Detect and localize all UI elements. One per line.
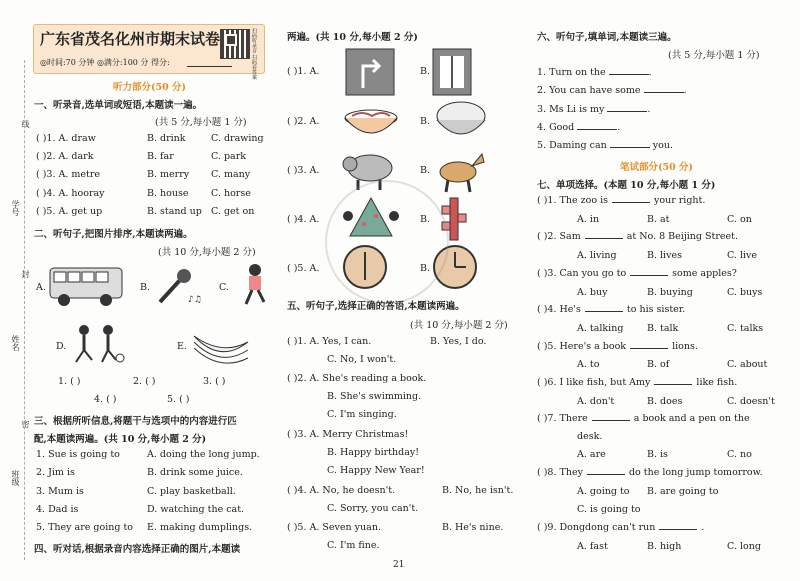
binding-label-feng: 封 [21,270,30,278]
watermark-seal [325,180,449,304]
bananas-picture-icon [190,328,252,364]
s3-q3: 3. Mum is [36,486,84,497]
s3-title: 三、根据所听信息,将题干与选项中的内容进行匹 [34,416,237,427]
s7-q3-option-c: C. buys [727,287,763,298]
s4-q1: ( )1. A. [287,66,320,77]
s7-q4 [537,304,685,315]
s6-q2-text: 2. You can have some [537,85,641,96]
s6-q4-blank[interactable] [577,129,617,130]
s7-q2-option-b: B. lives [647,250,682,261]
s7-q5-option-c: C. about [727,359,768,370]
qr-caption: 扫码听录音 扫码看答案 [251,28,257,80]
s7-q5-option-b: B. of [647,359,670,370]
s7-q8-option-c: C. is going to [577,504,641,515]
binding-label-xingming: 姓名 [11,335,20,351]
s5-q2-c: C. I'm singing. [327,409,397,420]
s7-q1-option-a: A. in [577,214,600,225]
s5-q3: ( )3. A. Merry Christmas! [287,429,409,440]
s7-q7-blank[interactable] [592,420,630,421]
s4-q3: ( )3. A. [287,165,320,176]
s4-title: 四、听对话,根据录音内容选择正确的图片,本题读 [34,544,241,555]
s7-q7-tail: a book and a pen on the [633,413,750,424]
s7-q8-option-b: B. are going to [647,486,719,497]
s2-blank-5: 5. ( ) [167,394,190,405]
s1-q2-c: C. park [211,151,247,162]
s3-q5: 5. They are going to [36,522,133,533]
s7-q2-option-a: A. living [577,250,617,261]
s7-q8 [537,467,763,478]
s2-blank-1: 1. ( ) [58,376,81,387]
s5-q2: ( )2. A. She's reading a book. [287,373,427,384]
s7-q6-option-c: C. doesn't [727,396,775,407]
s5-q1-c: C. No, I won't. [327,354,397,365]
s7-q5 [537,341,698,352]
binding-label-xian: 线 [21,120,30,128]
s7-q6 [537,377,737,388]
writing-section-title: 笔试部分(50 分) [620,162,694,173]
page-number: 21 [393,560,405,570]
football-players-picture-icon [68,322,126,364]
s7-q3-text: ( )3. Can you go to [537,268,627,279]
bus-picture-icon [48,262,124,310]
s2-label-a: A. [36,282,46,293]
s7-q1-text: ( )1. The zoo is [537,195,608,206]
rice-bowl-picture-icon [432,98,490,146]
s6-q5-end: you. [652,140,674,151]
s7-q9-option-c: C. long [727,541,761,552]
s7-q3-option-b: B. buying [647,287,693,298]
s6-q3-text: 3. Ms Li is my [537,104,605,115]
s7-q7-text: ( )7. There [537,413,588,424]
s7-q5-option-a: A. to [577,359,600,370]
s6-q4 [537,122,620,133]
s4-q2-b: B. [420,116,431,127]
s4-title-cont: 两遍。(共 10 分,每小题 2 分) [287,32,418,43]
s6-q1-end: . [648,67,652,78]
binding-label-banji: 班级 [11,470,20,486]
s4-q4: ( )4. A. [287,214,320,225]
s2-blank-4: 4. ( ) [94,394,117,405]
s5-q4-c: C. Sorry, you can't. [327,503,419,514]
s6-q2-end: . [683,85,687,96]
s1-q1-c: C. drawing [211,133,264,144]
s4-q1-b: B. [420,66,431,77]
s3-title-2: 配,本题读两遍。(共 10 分,每小题 2 分) [34,434,207,445]
s5-q5: ( )5. A. Seven yuan. [287,522,381,533]
s3-q4: 4. Dad is [36,504,79,515]
s1-q5-c: C. get on [211,206,255,217]
s4-q4-b: B. [420,214,431,225]
s1-q3-b: B. merry [147,169,190,180]
microphone-picture-icon [152,266,200,306]
s6-q1-text: 1. Turn on the [537,67,606,78]
s7-q1-option-b: B. at [647,214,670,225]
s7-q8-blank[interactable] [587,474,625,475]
s7-q3-option-a: A. buy [577,287,608,298]
s7-q4-option-a: A. talking [577,323,624,334]
s7-q7-option-a: A. are [577,449,606,460]
s1-q1: ( )1. A. draw [36,133,96,144]
s1-q4-c: C. horse [211,188,251,199]
s5-q4: ( )4. A. No, he doesn't. [287,485,396,496]
s5-q5-b: B. He's nine. [442,522,504,533]
s7-q6-blank[interactable] [654,384,692,385]
s1-score: (共 5 分,每小题 1 分) [155,117,247,128]
s7-q9-option-a: A. fast [577,541,608,552]
binding-label-mi: 密 [21,420,30,428]
s2-label-c: C. [219,282,229,293]
s7-q2-option-c: C. live [727,250,758,261]
s3-q1: 1. Sue is going to [36,449,120,460]
s2-title: 二、听句子,把图片排序,本题读两遍。 [34,229,193,240]
page-title: 广东省茂名化州市期末试卷 [40,30,221,48]
exam-meta: ◎时间:70 分钟 ◎满分:100 分 得分: [40,58,170,67]
s7-q9-tail: . [701,522,705,533]
s7-q9-blank[interactable] [659,529,697,530]
s7-q1-option-c: C. on [727,214,752,225]
s6-q3 [537,104,650,115]
s7-q4-option-b: B. talk [647,323,679,334]
s7-q7-line2: desk. [577,431,603,442]
s7-q3 [537,268,737,279]
binding-margin [6,60,30,560]
s1-q1-b: B. drink [147,133,186,144]
binding-dashed-line [24,60,25,560]
s7-q4-tail: to his sister. [626,304,686,315]
horse-picture-icon [432,148,486,194]
s7-q6-option-a: A. don't [577,396,615,407]
s2-label-d: D. [56,341,67,352]
s1-q5: ( )5. A. get up [36,206,103,217]
s7-q6-tail: like fish. [696,377,738,388]
s3-a1: A. doing the long jump. [147,449,260,460]
s1-q2: ( )2. A. dark [36,151,94,162]
s3-a5: E. making dumplings. [147,522,253,533]
s3-a4: D. watching the cat. [147,504,245,515]
s7-q2 [537,231,738,242]
s7-q8-tail: do the long jump tomorrow. [628,467,763,478]
s4-q2: ( )2. A. [287,116,320,127]
s6-q5 [537,140,673,151]
s2-label-e: E. [177,341,187,352]
s6-q4-end: . [617,122,621,133]
s1-q3: ( )3. A. metre [36,169,101,180]
s7-q8-text: ( )8. They [537,467,583,478]
sign-turn-picture-icon [345,48,395,96]
s7-q2-text: ( )2. Sam [537,231,581,242]
s7-q4-text: ( )4. He's [537,304,581,315]
s5-score: (共 10 分,每小题 2 分) [410,320,508,331]
s7-q7-option-c: C. no [727,449,752,460]
s6-q5-text: 5. Daming can [537,140,607,151]
s7-q4-blank[interactable] [585,311,623,312]
s7-q7-option-b: B. is [647,449,668,460]
s4-q3-b: B. [420,165,431,176]
s5-q5-c: C. I'm fine. [327,540,380,551]
s7-title: 七、单项选择。(本题 10 分,每小题 1 分) [537,180,716,191]
s6-q5-blank[interactable] [610,147,650,148]
s6-q1 [537,67,652,78]
s3-q2: 2. Jim is [36,467,75,478]
s5-q1-b: B. Yes, I do. [430,336,487,347]
s7-q7 [537,413,750,424]
s6-score: (共 5 分,每小题 1 分) [668,50,760,61]
s1-q5-b: B. stand up [147,206,202,217]
listening-section-title: 听力部分(50 分) [113,82,187,93]
running-boy-picture-icon [240,262,270,306]
sign-elevator-picture-icon [432,48,472,96]
s6-q3-end: . [647,104,651,115]
s2-score: (共 10 分,每小题 2 分) [158,247,256,258]
s3-a3: C. play basketball. [147,486,236,497]
s7-q6-option-b: B. does [647,396,683,407]
s7-q1-blank[interactable] [612,202,650,203]
s4-q5-b: B. [420,263,431,274]
s5-q4-b: B. No, he isn't. [442,485,514,496]
s6-title: 六、听句子,填单词,本题读三遍。 [537,32,677,43]
s7-q5-tail: lions. [672,341,698,352]
s7-q2-blank[interactable] [585,238,623,239]
noodles-bowl-picture-icon [342,100,400,146]
svg-text:♪♫: ♪♫ [188,295,202,305]
s7-q3-tail: some apples? [672,268,737,279]
s7-q9 [537,522,704,533]
s5-q3-c: C. Happy New Year! [327,465,425,476]
s5-q2-b: B. She's swimming. [327,391,422,402]
s1-q3-c: C. many [211,169,251,180]
s2-label-b: B. [140,282,151,293]
s7-q1 [537,195,705,206]
s5-q3-b: B. Happy birthday! [327,447,420,458]
s3-a2: B. drink some juice. [147,467,243,478]
s7-q9-option-b: B. high [647,541,682,552]
s6-q1-blank[interactable] [609,74,649,75]
s7-q8-option-a: A. going to [577,486,630,497]
s1-q4-b: B. house [147,188,189,199]
s7-q1-tail: your right. [654,195,706,206]
s7-q4-option-c: C. talks [727,323,764,334]
binding-label-xuehao: 学号 [11,200,20,216]
s2-blank-2: 2. ( ) [133,376,156,387]
s6-q2-blank[interactable] [644,92,684,93]
s2-blank-3: 3. ( ) [203,376,226,387]
s7-q5-blank[interactable] [630,348,668,349]
s6-q4-text: 4. Good [537,122,575,133]
s5-title: 五、听句子,选择正确的答语,本题读两遍。 [287,301,465,312]
s7-q5-text: ( )5. Here's a book [537,341,627,352]
s6-q3-blank[interactable] [607,111,647,112]
s6-q2 [537,85,687,96]
s7-q2-tail: at No. 8 Beijing Street. [626,231,738,242]
score-blank [187,66,232,67]
qr-code-icon [220,29,250,59]
s5-q1: ( )1. A. Yes, I can. [287,336,372,347]
s7-q3-blank[interactable] [630,275,668,276]
s7-q6-text: ( )6. I like fish, but Amy [537,377,651,388]
s1-title: 一、听录音,选单词或短语,本题读一遍。 [34,100,203,111]
s7-q9-text: ( )9. Dongdong can't run [537,522,656,533]
s1-q4: ( )4. A. hooray [36,188,105,199]
s1-q2-b: B. far [147,151,174,162]
s4-q5: ( )5. A. [287,263,320,274]
